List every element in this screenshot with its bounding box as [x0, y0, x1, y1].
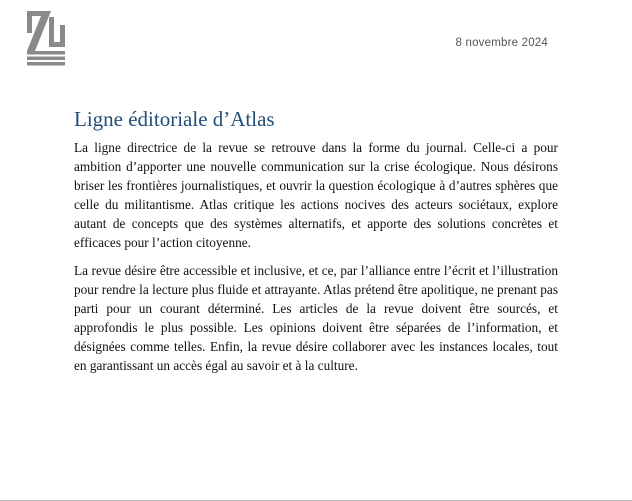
atlas-logo-icon: [27, 11, 65, 67]
document-date: 8 novembre 2024: [455, 37, 548, 49]
article: [74, 106, 558, 384]
paragraph-1: La ligne directrice de la revue se retrouve dans la forme du journal. Celle-ci a pour ambition d’apporter une nouvelle communication sur la crise écologique. Nous désirons briser les frontières journalistiques, et ouvrir la question écologique à d’autres sphères que celle du militantisme. Atlas critique les actions nocives des acteurs sociétaux, explore autant de concepts que des systèmes alternatifs, et apporte des solutions concrètes et efficaces pour l’action citoyenne.: [74, 140, 558, 250]
paragraph-2: La revue désire être accessible et inclusive, et ce, par l’alliance entre l’écrit et l’illustration pour rendre la lecture plus fluide et attrayante. Atlas prétend être apolitique, ne prenant pas parti pour un courant déterminé. Les articles de la revue doivent être sourcés, et approfondis le plus possible. Les opinions doivent être séparées de l’information, et désignées comme telles. Enfin, la revue désire collaborer avec les instances locales, tout en garantissant un accès égal au savoir et à la culture.: [74, 263, 558, 373]
article-title: Ligne éditoriale d’Atlas: [74, 107, 275, 131]
